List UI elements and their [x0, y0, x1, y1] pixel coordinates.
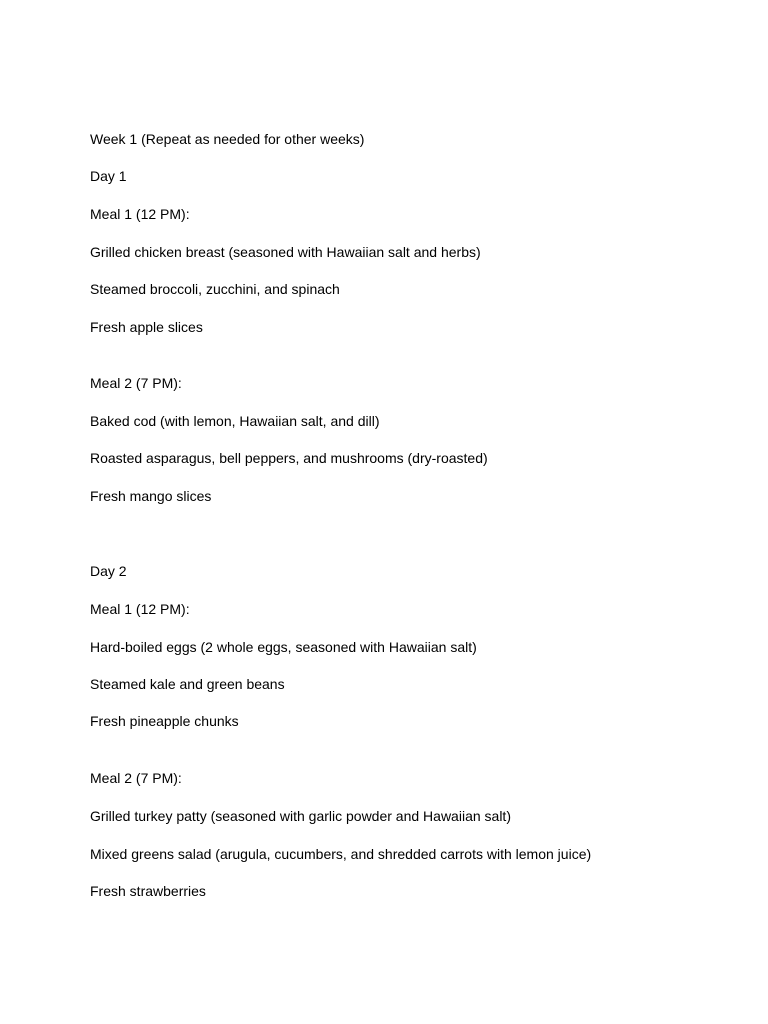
week-heading: Week 1 (Repeat as needed for other weeks) — [90, 131, 365, 147]
meal-item: Fresh apple slices — [90, 319, 203, 335]
meal-heading: Meal 1 (12 PM): — [90, 206, 190, 222]
meal-item: Hard-boiled eggs (2 whole eggs, seasoned with Hawaiian salt) — [90, 639, 477, 655]
day-heading: Day 2 — [90, 563, 127, 579]
meal-heading: Meal 2 (7 PM): — [90, 770, 182, 786]
day-heading: Day 1 — [90, 168, 127, 184]
meal-item: Fresh strawberries — [90, 883, 206, 899]
meal-item: Fresh pineapple chunks — [90, 713, 239, 729]
meal-item: Baked cod (with lemon, Hawaiian salt, and dill) — [90, 413, 380, 429]
meal-item: Grilled turkey patty (seasoned with garlic powder and Hawaiian salt) — [90, 808, 511, 824]
meal-item: Mixed greens salad (arugula, cucumbers, and shredded carrots with lemon juice) — [90, 846, 592, 862]
meal-item: Steamed kale and green beans — [90, 676, 285, 692]
meal-item: Roasted asparagus, bell peppers, and mushrooms (dry-roasted) — [90, 450, 488, 466]
meal-item: Steamed broccoli, zucchini, and spinach — [90, 281, 340, 297]
meal-item: Grilled chicken breast (seasoned with Hawaiian salt and herbs) — [90, 244, 481, 260]
meal-heading: Meal 2 (7 PM): — [90, 375, 182, 391]
meal-item: Fresh mango slices — [90, 488, 212, 504]
meal-heading: Meal 1 (12 PM): — [90, 601, 190, 617]
